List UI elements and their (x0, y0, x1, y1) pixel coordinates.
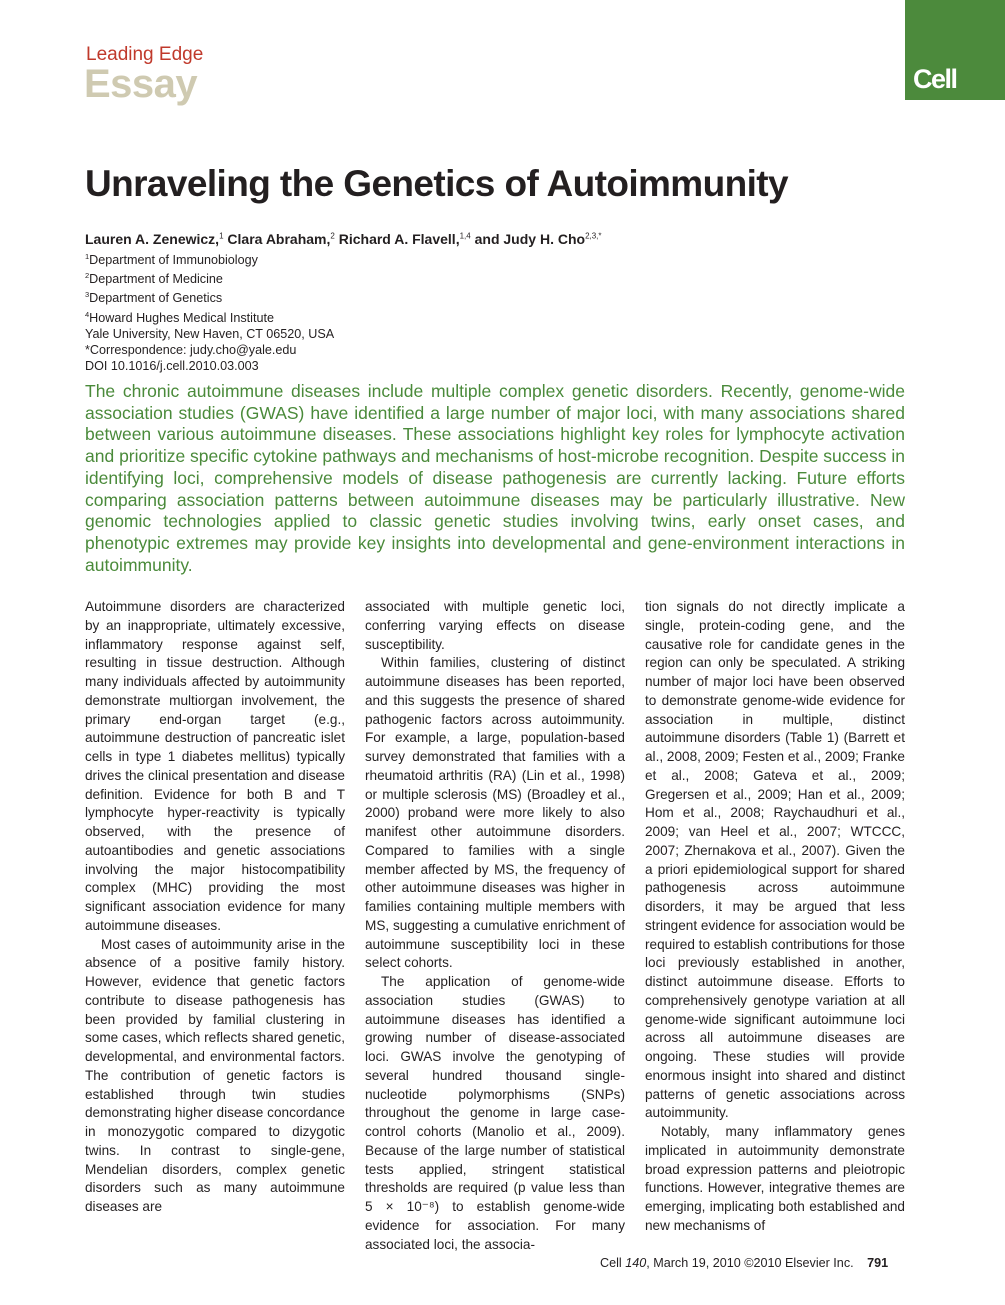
affiliation-address: Yale University, New Haven, CT 06520, USA (85, 326, 335, 341)
correspondence[interactable]: *Correspondence: judy.cho@yale.edu (85, 342, 297, 357)
page-number: 791 (867, 1256, 889, 1270)
affiliations (85, 249, 334, 374)
affiliation: $^1$Department of Immunobiology (85, 252, 258, 268)
affiliation: $^3$Department of Genetics (85, 290, 223, 306)
page-footer (600, 1256, 888, 1270)
section-label: Leading Edge (86, 44, 204, 65)
paragraph: Within families, clustering of distinct autoimmune diseases has been reported, and this suggests the presence of shared pathogenic factors across autoimmunity. For example, a large, population-based survey demonstrated that families with a rheumatoid arthritis (RA) (Lin et al., 1998) or multiple sclerosis (MS) (Broadley et al., 2000) proband were more likely to also manifest other autoimmune disorders. Compared to families with a single member affected by MS, the frequency of other autoimmune diseases was higher in families containing multiple members with MS, suggesting a cumulative enrichment of autoimmune susceptibility loci in these select cohorts. (365, 655, 625, 971)
body-column-3 (645, 598, 905, 1236)
body-column-2 (365, 598, 625, 1254)
journal-name: Cell (600, 1256, 622, 1270)
paragraph: Most cases of autoimmunity arise in the absence of a positive family history. However, evidence that genetic factors contribute to disease pathogenesis has been provided by familial clustering in some cases, which reflects shared genetic, developmental, and environmental factors. The contribution of genetic factors is established through twin studies demonstrating higher disease concordance in monozygotic compared to dizygotic twins. In contrast to single-gene, Mendelian disorders, complex genetic disorders such as many autoimmune diseases are (85, 936, 345, 1214)
body-column-1 (85, 598, 345, 1217)
affiliation: $^2$Department of Medicine (85, 271, 223, 287)
abstract: The chronic autoimmune diseases include multiple complex genetic disorders. Recently, genome-wide association studies (GWAS) have identified a large number of major loci, with many associations shared between various autoimmune diseases. These associations highlight key roles for lymphocyte activation and prioritize specific cytokine pathways and mechanisms of host-microbe recognition. Despite success in identifying loci, comprehensive models of disease pathogenesis are currently lacking. Future efforts comparing association patterns between autoimmune diseases may be particularly illustrative. New genomic technologies applied to classic genetic studies involving twins, early onset cases, and phenotypic extremes may provide key insights into developmental and gene-environment interactions in autoimmunity. (85, 381, 905, 575)
paragraph: Autoimmune disorders are characterized by an inappropriate, ultimately excessive, inflammatory response against self, resulting in tissue destruction. Although many individuals affected by autoimmunity demonstrate multiorgan involvement, the primary end-organ target (e.g., autoimmune destruction of pancreatic islet cells in type 1 diabetes mellitus) typically drives the clinical presentation and disease definition. Evidence for both B and T lymphocyte hyper-reactivity is typically observed, with the presence of autoantibodies and genetic associations involving the major histocompatibility complex (MHC) providing the most significant association evidence for many autoimmune diseases. (85, 599, 345, 933)
author: and Judy H. Cho$^{2,3,*}$ (474, 231, 602, 247)
paragraph: The application of genome-wide association studies (GWAS) to autoimmune diseases has identified a growing number of disease-associated loci. GWAS involve the genotyping of several hundred thousand single-nucleotide polymorphisms (SNPs) throughout the genome in large case-control cohorts (Manolio et al., 2009). Because of the large number of statistical tests applied, stringent statistical thresholds are required (p value less than 5 × 10⁻⁸) to establish genome-wide evidence for association. For many associated loci, the associa- (365, 974, 625, 1252)
author: Lauren A. Zenewicz,$^1$ (85, 231, 224, 247)
issue-date: , March 19, 2010 ©2010 Elsevier Inc. (646, 1256, 854, 1270)
author-list (85, 231, 602, 247)
paragraph: Notably, many inflammatory genes implicated in autoimmunity demonstrate broad expression patterns and pleiotropic functions. However, integrative themes are emerging, implicating both established and new mechanisms of (645, 1124, 905, 1233)
author: Clara Abraham,$^2$ (227, 231, 335, 247)
paragraph: tion signals do not directly implicate a single, protein-coding gene, and the causative role for candidate genes in the region can only be speculated. A striking number of major loci have been observed to demonstrate genome-wide evidence for association in multiple, distinct autoimmune disorders (Table 1) (Barrett et al., 2008, 2009; Festen et al., 2009; Franke et al., 2008; Gateva et al., 2009; Gregersen et al., 2009; Han et al., 2009; Hom et al., 2008; Raychaudhuri et al., 2009; van Heel et al., 2007; WTCCC, 2007; Zhernakova et al., 2007). Given the a priori epidemiological support for shared pathogenesis across autoimmune disorders, it may be argued that less stringent evidence for association would be required to establish contributions for those loci previously established in another, distinct autoimmune disease. Efforts to comprehensively genotype variation at all genome-wide significant autoimmune loci across all autoimmune diseases are ongoing. These studies will provide enormous insight into shared and distinct patterns of genetic associations across autoimmunity. (645, 599, 905, 1121)
affiliation: $^4$Howard Hughes Medical Institute (85, 309, 274, 325)
journal-volume: 140 (625, 1256, 647, 1270)
doi[interactable]: DOI 10.1016/j.cell.2010.03.003 (85, 358, 259, 373)
article-type: Essay (84, 62, 198, 106)
article-title: Unraveling the Genetics of Autoimmunity (85, 163, 788, 204)
author: Richard A. Flavell,$^{1,4}$ (338, 231, 471, 247)
cell-logo: Cell (913, 64, 957, 94)
paragraph: associated with multiple genetic loci, conferring varying effects on disease susceptibility. (365, 599, 625, 652)
